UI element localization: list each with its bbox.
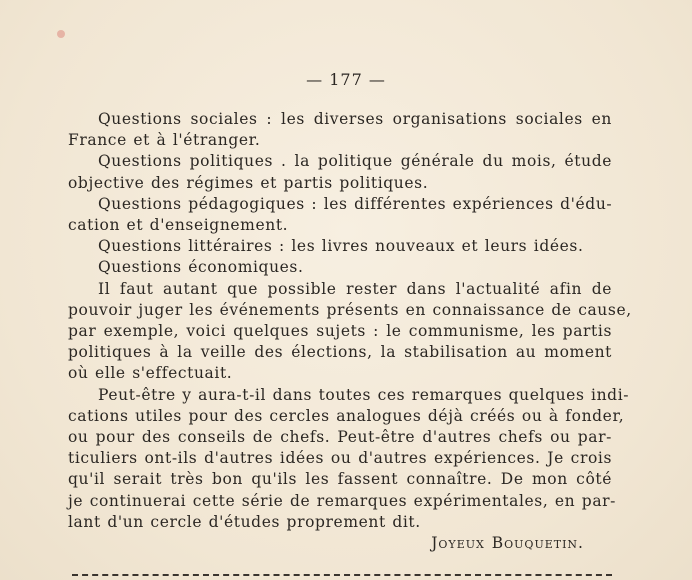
text-line: Questions littéraires : les livres nouveaux et leurs idées. [98,237,584,256]
text-line: cations utiles pour des cercles analogues déjà créés ou à fonder, [68,406,625,425]
bottom-divider [72,574,612,576]
text-line: ou pour des conseils de chefs. Peut-être d'autres chefs ou par- [68,428,612,447]
text-line: France et à l'étranger. [68,131,261,150]
body-text [68,109,632,554]
ink-spot [57,30,65,38]
text-line: Questions pédagogiques : les différentes expériences d'édu- [98,194,613,213]
text-line: qu'il serait très bon qu'ils les fassent connaître. De mon côté [68,470,612,489]
text-line: Questions politiques . la politique générale du mois, étude [98,152,612,171]
text-line: ticuliers ont-ils d'autres idées ou d'autres expériences. Je crois [68,449,612,468]
text-line: lant d'un cercle d'études proprement dit. [68,512,421,531]
page-number: — 177 — [306,70,386,89]
text-line: je continuerai cette série de remarques expérimentales, en par- [68,491,617,510]
signature: Joyeux Bouquetin. [431,534,584,553]
text-line: pouvoir juger les événements présents en connaissance de cause, [68,300,632,319]
text-line: Il faut autant que possible rester dans l'actualité afin de [98,279,612,298]
text-line: Questions économiques. [98,258,304,277]
text-line: objective des régimes et partis politiques. [68,173,429,192]
text-line: cation et d'enseignement. [68,216,289,235]
text-line: où elle s'effectuait. [68,364,233,383]
text-line: politiques à la veille des élections, la stabilisation au moment [68,343,612,362]
text-line: par exemple, voici quelques sujets : le communisme, les partis [68,322,612,341]
text-line: Questions sociales : les diverses organisations sociales en [98,110,612,128]
text-line: Peut-être y aura-t-il dans toutes ces remarques quelques indi- [98,385,630,404]
